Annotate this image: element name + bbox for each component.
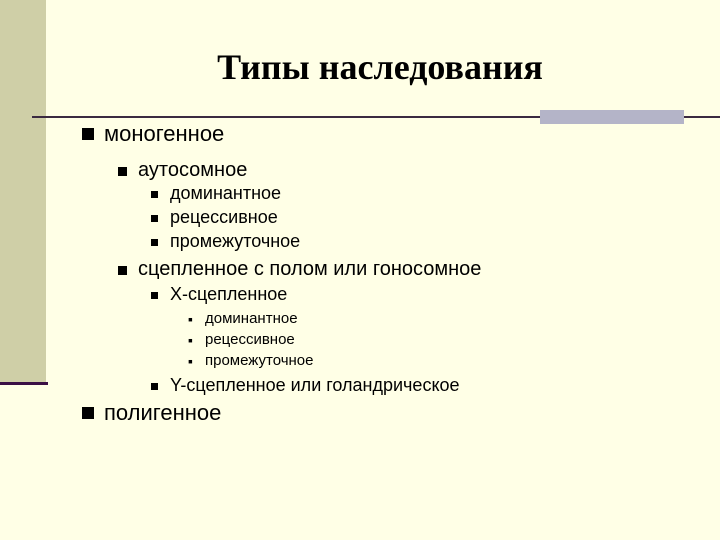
- small-square-bullet-icon: ▪: [188, 332, 193, 348]
- square-bullet-icon: [151, 239, 158, 246]
- title-accent-block: [540, 110, 684, 124]
- square-bullet-icon: [118, 266, 127, 275]
- square-bullet-icon: [151, 215, 158, 222]
- small-square-bullet-icon: ▪: [188, 311, 193, 327]
- left-accent-line: [0, 382, 48, 385]
- title-underline-right: [684, 116, 720, 118]
- square-bullet-icon: [151, 292, 158, 299]
- square-bullet-icon: [151, 383, 158, 390]
- square-bullet-icon: [118, 167, 127, 176]
- slide-title: Типы наследования: [217, 47, 543, 87]
- title-underline: [32, 116, 540, 118]
- square-bullet-icon: [151, 191, 158, 198]
- small-square-bullet-icon: ▪: [188, 353, 193, 369]
- square-bullet-icon: [82, 407, 94, 419]
- square-bullet-icon: [82, 128, 94, 140]
